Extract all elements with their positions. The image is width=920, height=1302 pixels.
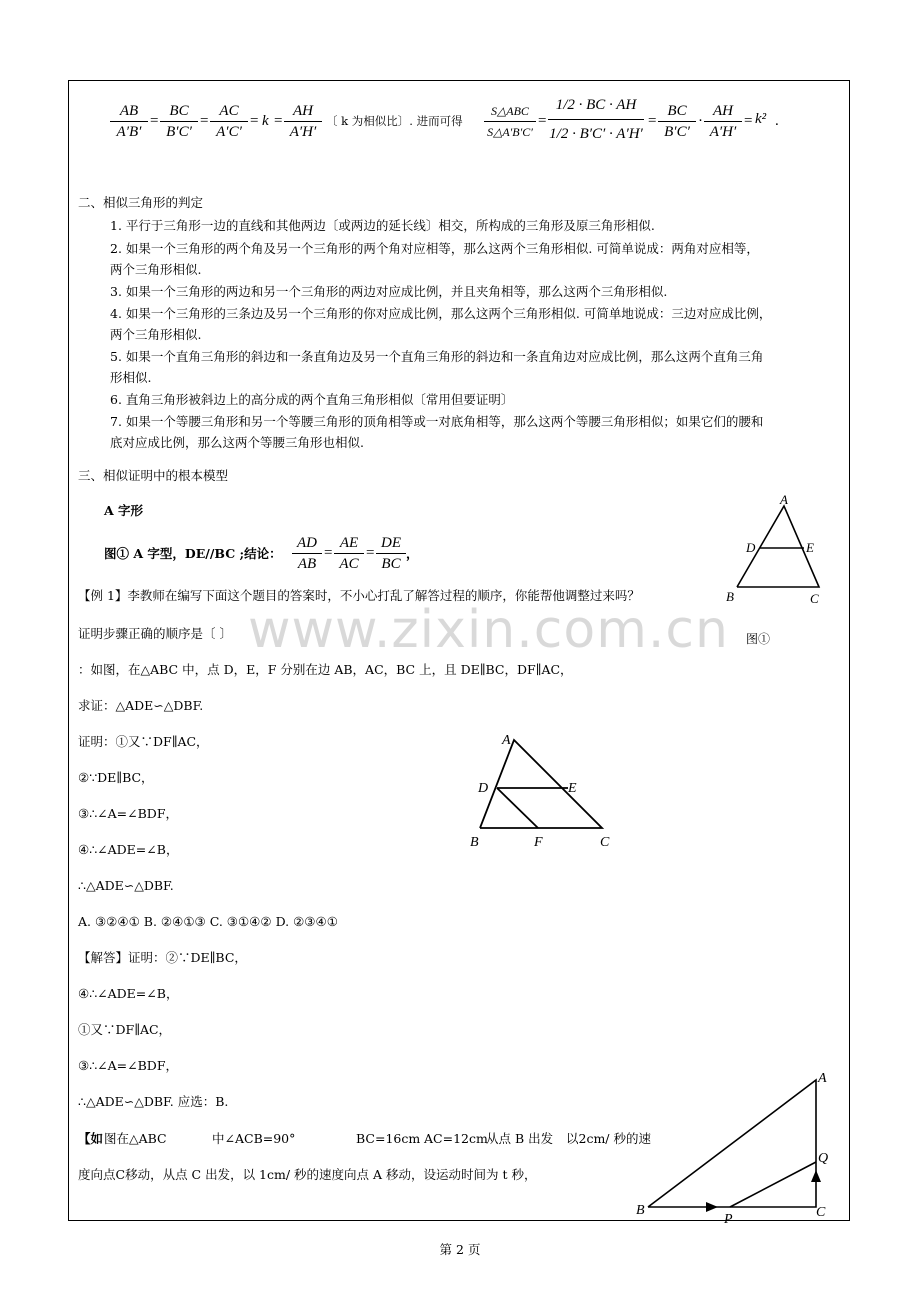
- figure-1-triangle: [722, 492, 832, 608]
- fig3-label-c: C: [816, 1205, 826, 1220]
- criterion-line: 5. 如果一个直角三角形的斜边和一条直角边及另一个直角三角形的斜边和一条直角边对应成比例，那么这两个直角三角: [110, 349, 764, 364]
- fig2-label-f: F: [534, 835, 543, 850]
- denominator: AB: [297, 556, 317, 572]
- answer-options: A. ③②④① B. ②④①③ C. ③①④② D. ②③④①: [78, 914, 338, 929]
- fraction-half-product: [548, 92, 644, 147]
- example-2-text: 中∠ACB=90°: [212, 1131, 296, 1146]
- figure-1-caption: 图①: [746, 632, 771, 646]
- fig1-label-d: D: [746, 540, 756, 555]
- fraction-area: [484, 102, 536, 141]
- example-2-text: 图在△ABC: [104, 1131, 167, 1146]
- ratio-note: 〔 k 为相似比〕. 进而可得: [326, 114, 463, 128]
- denominator: 1/2 · B′C′ · A′H′: [549, 126, 643, 142]
- denominator: A′H′: [709, 124, 737, 140]
- ratio-k: k: [262, 113, 269, 129]
- proof-step: ③∴∠A=∠BDF，: [78, 806, 178, 821]
- fig2-label-d: D: [478, 781, 489, 796]
- fig3-label-q: Q: [818, 1151, 829, 1166]
- figure-2-triangle: [462, 728, 622, 856]
- criterion-line: 3. 如果一个三角形的两边和另一个三角形的两边对应成比例，并且夹角相等，那么这两个三角形相似.: [110, 284, 668, 299]
- solution-step: ③∴∠A=∠BDF，: [78, 1058, 178, 1073]
- fraction-ad-ab: [292, 534, 322, 573]
- fraction-ac: [210, 102, 248, 141]
- comma: ，: [406, 546, 419, 561]
- k-squared: k²: [755, 111, 767, 127]
- numerator: DE: [381, 535, 401, 551]
- fig2-label-a: A: [502, 733, 511, 748]
- criterion-line: 4. 如果一个三角形的三条边及另一个三角形的你对应成比例，那么这两个三角形相似. 可简单地说成：三边对应成比例，: [110, 306, 772, 321]
- fraction-de-bc: [376, 534, 406, 573]
- numerator: 1/2 · BC · AH: [555, 97, 637, 113]
- fig3-label-b: B: [636, 1203, 645, 1218]
- proof-step: ④∴∠ADE=∠B，: [78, 842, 179, 857]
- proof-step: ∴△ADE∽△DBF.: [78, 878, 174, 893]
- fraction-ae-ac: [334, 534, 364, 573]
- denominator: B′C′: [664, 124, 690, 140]
- example-1-prove: 求证：△ADE∽△DBF.: [78, 698, 204, 713]
- denominator: AC: [339, 556, 359, 572]
- fig2-label-c: C: [600, 835, 610, 850]
- denominator: BC: [381, 556, 401, 572]
- fig3-label-p: P: [724, 1212, 733, 1226]
- example-2-text: 度向点C移动，从点 C 出发，以 1cm/ 秒的速度向点 A 移动，设运动时间为 t 秒，: [78, 1167, 537, 1182]
- section-heading-2: 二、相似三角形的判定: [78, 195, 204, 210]
- criterion-line: 两个三角形相似.: [110, 262, 202, 277]
- fig1-label-a: A: [780, 492, 788, 507]
- a-shape-title: A 字形: [104, 503, 144, 518]
- numerator: AE: [339, 535, 359, 551]
- figure-3-right-triangle: [632, 1066, 842, 1226]
- numerator: AB: [119, 103, 139, 119]
- example-2-tag: 【如: [78, 1131, 104, 1146]
- criterion-line: 1. 平行于三角形一边的直线和其他两边〔或两边的延长线〕相交，所构成的三角形及原三角形相似.: [110, 218, 655, 233]
- fraction-ab: [110, 102, 148, 141]
- watermark: www.zixin.com.cn: [248, 600, 729, 660]
- example-2-text: AC=12cm: [424, 1131, 488, 1146]
- numerator: S△ABC: [491, 104, 529, 118]
- figure-conclusion-label: 图① A 字型，DE//BC ;结论：: [104, 546, 282, 561]
- solution-step: ④∴∠ADE=∠B，: [78, 986, 179, 1001]
- proof-step: 证明：①又∵DF∥AC，: [78, 734, 209, 749]
- criterion-line: 6. 直角三角形被斜边上的高分成的两个直角三角形相似〔常用但要证明〕: [110, 392, 514, 407]
- solution-step: ∴△ADE∽△DBF. 应选：B.: [78, 1094, 229, 1109]
- fraction-ah2: [704, 102, 742, 141]
- fig1-label-c: C: [810, 591, 819, 606]
- section-heading-3: 三、相似证明中的根本模型: [78, 468, 229, 483]
- fraction-bc: [160, 102, 198, 141]
- fig2-label-e: E: [568, 781, 577, 796]
- numerator: AC: [219, 103, 239, 119]
- solution-step: ①又∵DF∥AC，: [78, 1022, 172, 1037]
- example-1-title: 【例 1】李教师在编写下面这个题目的答案时，不小心打乱了解答过程的顺序，你能帮他调整过来吗？: [78, 588, 640, 603]
- fig3-label-a: A: [818, 1071, 827, 1086]
- proof-step: ②∵DE∥BC，: [78, 770, 154, 785]
- numerator: BC: [667, 103, 687, 119]
- fraction-ah: [284, 102, 322, 141]
- numerator: AH: [713, 103, 733, 119]
- example-1-given: ：如图，在△ABC 中，点 D，E，F 分别在边 AB，AC，BC 上，且 DE∥BC，DF∥AC，: [78, 662, 573, 677]
- fraction-bc2: [658, 102, 696, 141]
- fig1-label-e: E: [806, 540, 814, 555]
- fig1-label-b: B: [726, 589, 734, 604]
- numerator: AD: [297, 535, 317, 551]
- example-2-text: BC=16cm: [356, 1131, 421, 1146]
- criterion-line: 2. 如果一个三角形的两个角及另一个三角形的两个角对应相等，那么这两个三角形相似. 可简单说成：两角对应相等，: [110, 241, 759, 256]
- example-2-text: 以2cm/ 秒的速: [566, 1131, 651, 1146]
- criterion-line: 底对应成比例，那么这两个等腰三角形也相似.: [110, 435, 364, 450]
- page-number: 第 2 页: [439, 1242, 481, 1257]
- example-2-text: 从点 B 出发: [486, 1131, 554, 1146]
- example-1-order-question: 证明步骤正确的顺序是〔 〕: [78, 626, 232, 641]
- criterion-line: 7. 如果一个等腰三角形和另一个等腰三角形的顶角相等或一对底角相等，那么这两个等腰三角形相似；如果它们的腰和: [110, 414, 764, 429]
- criterion-line: 形相似.: [110, 370, 152, 385]
- denominator: A′C′: [216, 124, 242, 140]
- criterion-line: 两个三角形相似.: [110, 327, 202, 342]
- solution-step: 【解答】证明：②∵DE∥BC，: [78, 950, 247, 965]
- denominator: A′H′: [289, 124, 317, 140]
- denominator: A′B′: [116, 124, 142, 140]
- denominator: S△A′B′C′: [487, 125, 533, 139]
- denominator: B′C′: [166, 124, 192, 140]
- fig2-label-b: B: [470, 835, 479, 850]
- numerator: AH: [293, 103, 313, 119]
- numerator: BC: [169, 103, 189, 119]
